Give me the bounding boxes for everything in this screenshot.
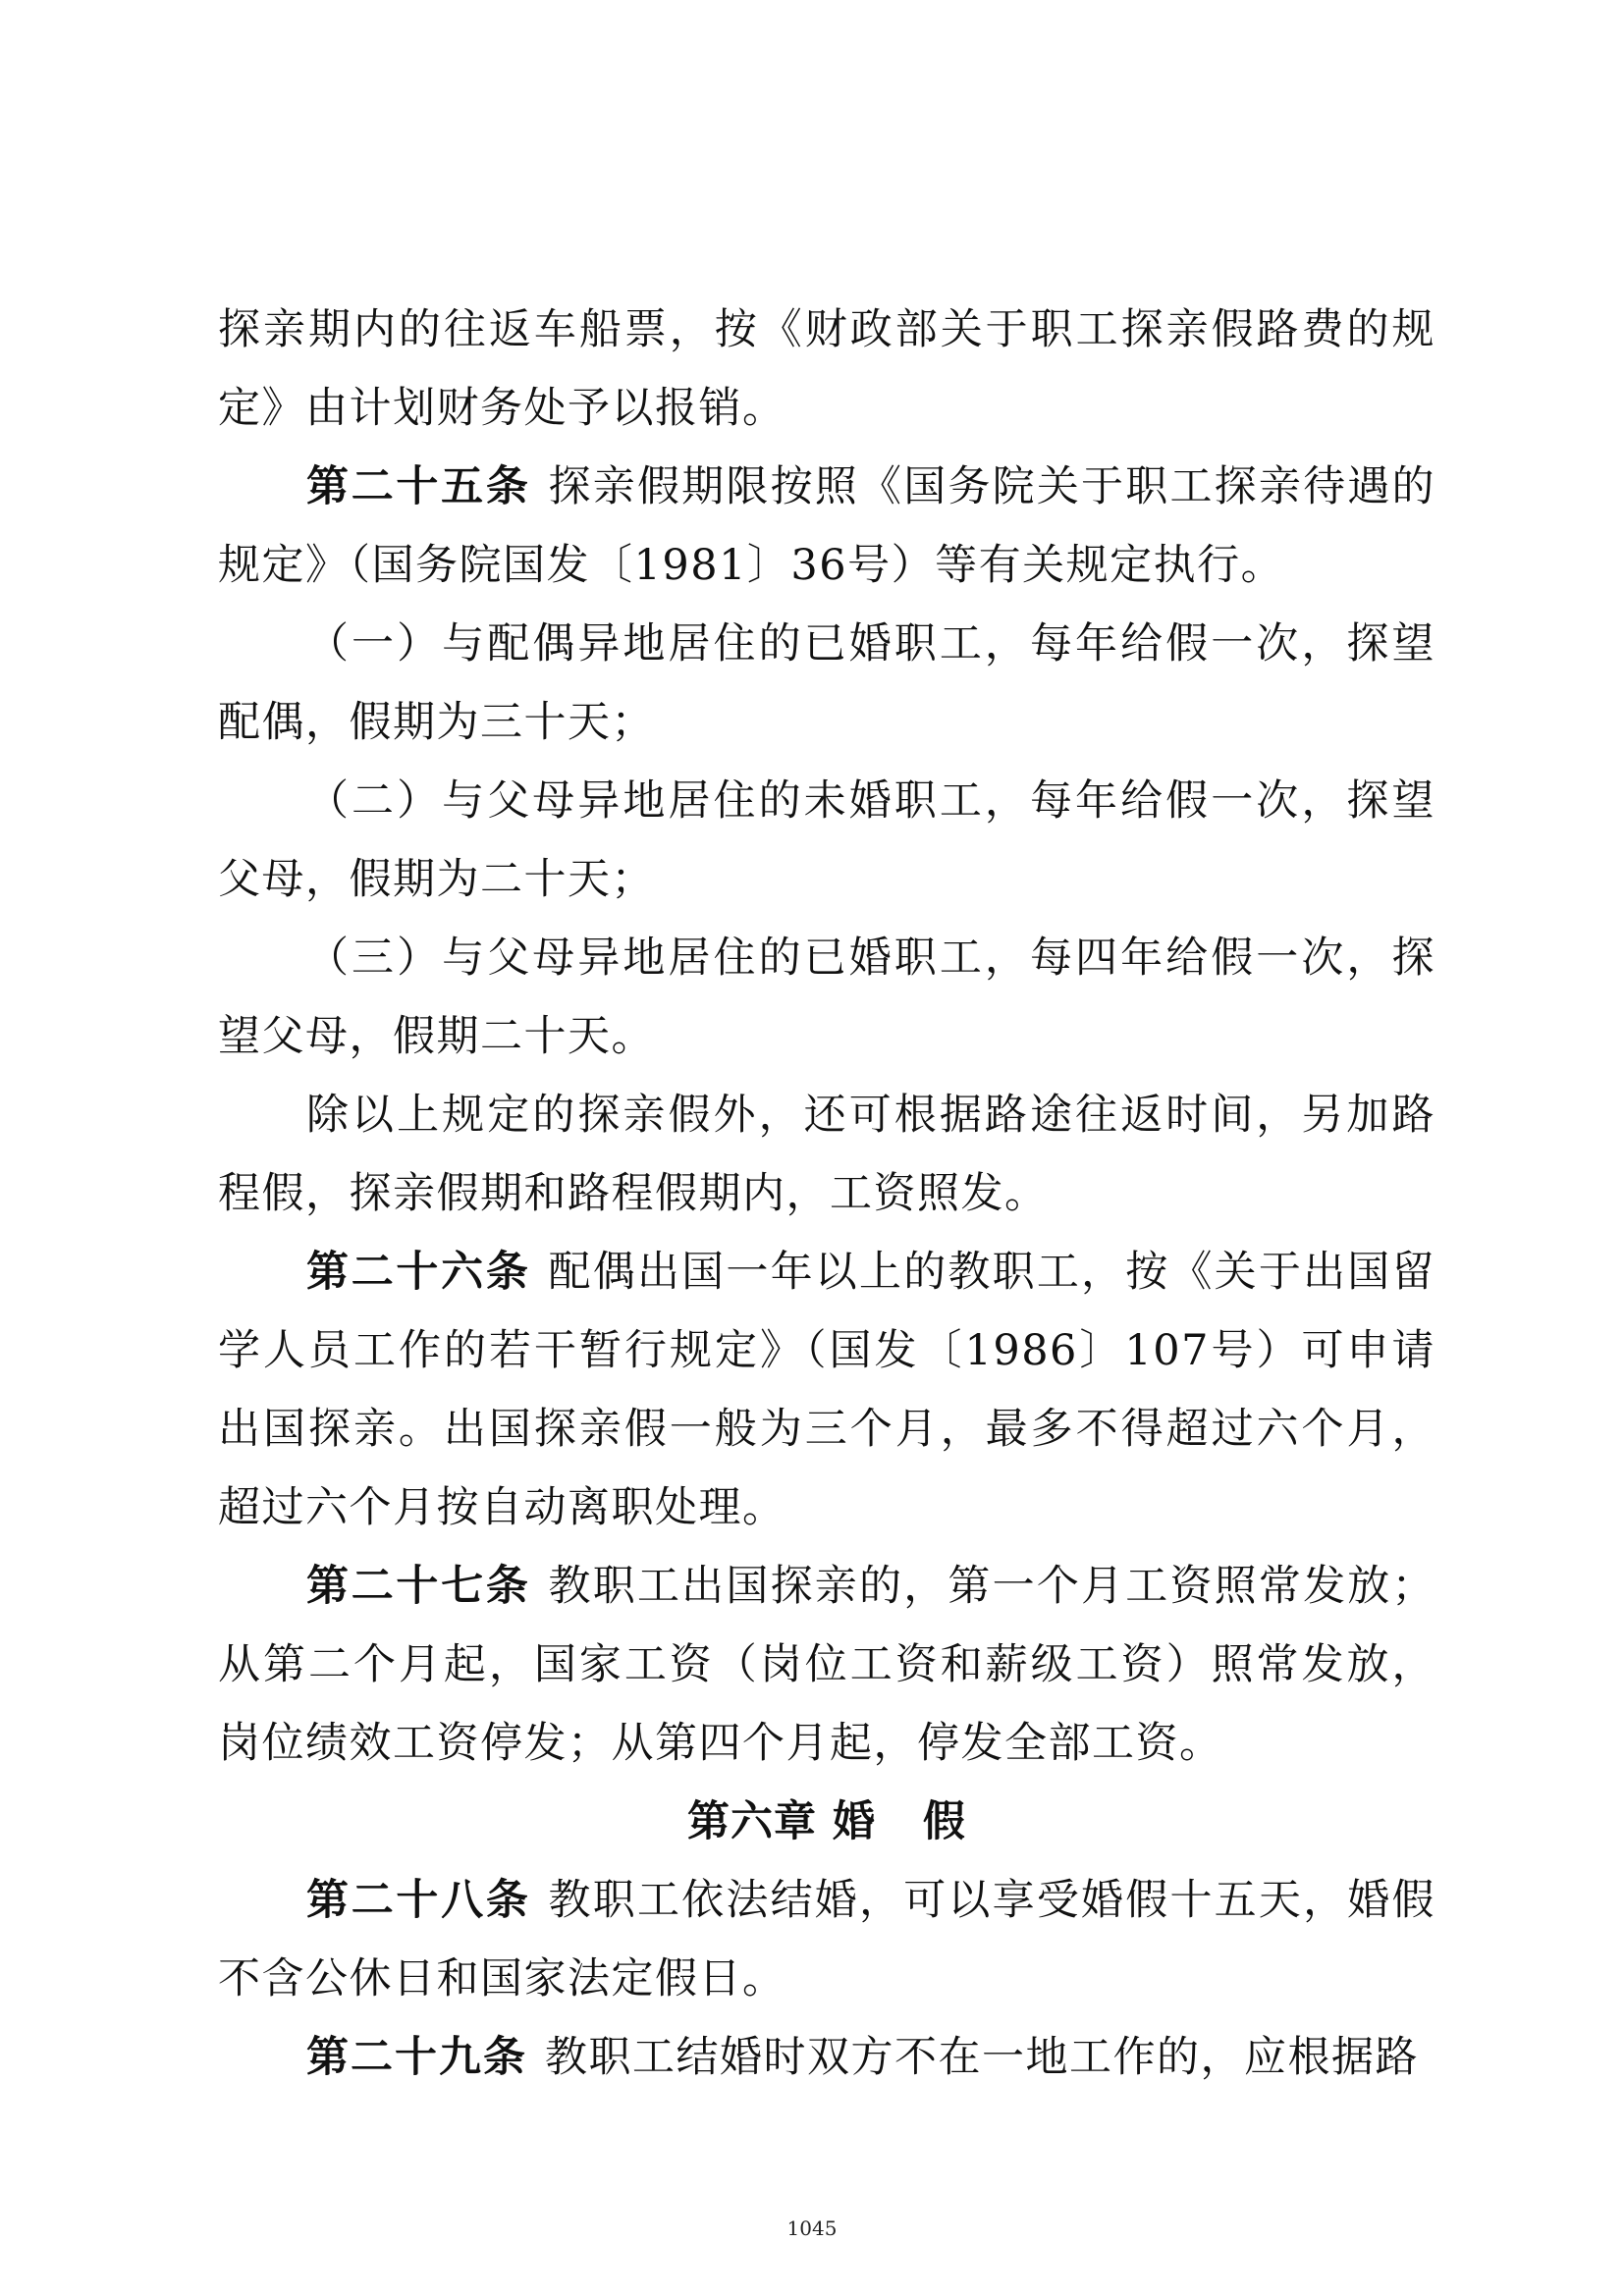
paragraph-text: 教职工依法结婚，可以享受婚假十五天，婚假不含公休日和国家法定假日。	[218, 1876, 1436, 2003]
paragraph-text: 探亲期内的往返车船票，按《财政部关于职工探亲假路费的规定》由计划财务处予以报销。	[218, 305, 1435, 433]
paragraph-text: 除以上规定的探亲假外，还可根据路途往返时间，另加路程假，探亲假期和路程假期内，工资照发。	[218, 1091, 1435, 1218]
article-number: 第二十八条	[306, 1876, 531, 1925]
paragraph-text: 教职工出国探亲的，第一个月工资照常发放；从第二个月起，国家工资（岗位工资和薪级工资）照常发放，岗位绩效工资停发；从第四个月起，停发全部工资。	[218, 1562, 1436, 1768]
article-number: 第二十九条	[306, 2033, 527, 2082]
article-paragraph	[218, 1861, 1435, 2018]
paragraph	[218, 291, 1435, 448]
chapter-title: 第六章 婚 假	[687, 1797, 966, 1846]
paragraph-text: （三）与父母异地居住的已婚职工，每四年给假一次，探望父母，假期二十天。	[218, 934, 1435, 1061]
article-paragraph	[218, 1547, 1435, 1783]
article-paragraph	[218, 2018, 1435, 2097]
list-item-paragraph	[218, 605, 1435, 762]
paragraph-text: 探亲假期限按照《国务院关于职工探亲待遇的规定》（国务院国发〔1981〕36号）等有关规定执行。	[218, 462, 1436, 590]
paragraph-text: （一）与配偶异地居住的已婚职工，每年给假一次，探望配偶，假期为三十天；	[218, 619, 1435, 747]
article-paragraph	[218, 448, 1435, 605]
list-item-paragraph	[218, 919, 1435, 1076]
list-item-paragraph	[218, 762, 1435, 919]
page-number: 1045	[786, 2216, 838, 2240]
article-number: 第二十六条	[306, 1248, 531, 1297]
paragraph-text: 配偶出国一年以上的教职工，按《关于出国留学人员工作的若干暂行规定》（国发〔1986〕107号）可申请出国探亲。出国探亲假一般为三个月，最多不得超过六个月，超过六个月按自动离职处理。	[218, 1248, 1436, 1532]
article-number: 第二十五条	[306, 462, 531, 511]
document-body	[218, 291, 1435, 2097]
article-paragraph	[218, 1233, 1435, 1547]
article-number: 第二十七条	[306, 1562, 531, 1611]
paragraph	[218, 1076, 1435, 1233]
paragraph-text: 教职工结婚时双方不在一地工作的，应根据路	[545, 2033, 1419, 2082]
paragraph-text: （二）与父母异地居住的未婚职工，每年给假一次，探望父母，假期为二十天；	[218, 776, 1435, 904]
